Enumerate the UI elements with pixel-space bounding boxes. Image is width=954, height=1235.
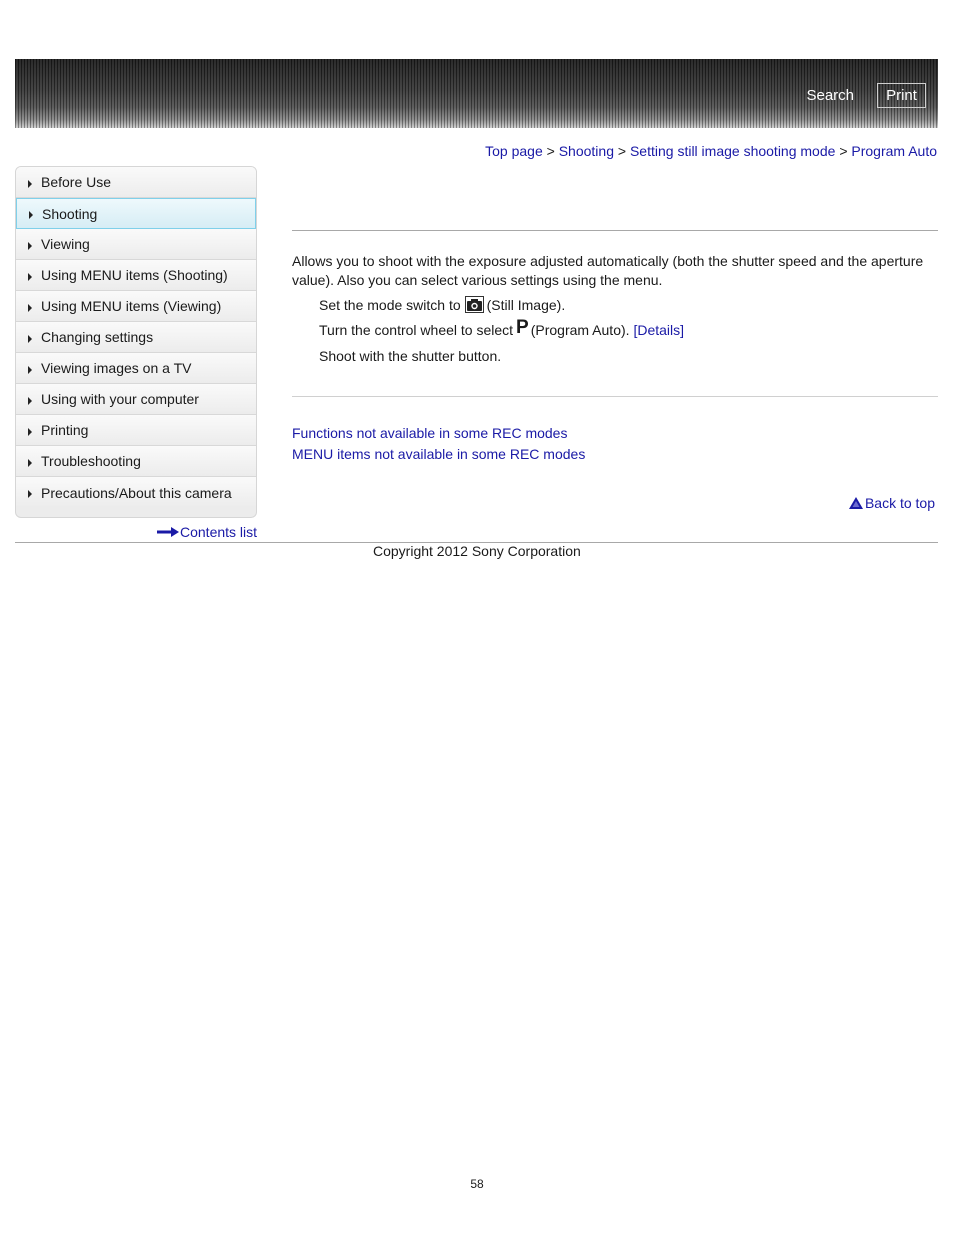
sidebar-item-label: Changing settings xyxy=(41,329,154,345)
sidebar-item-before-use[interactable] xyxy=(16,167,256,198)
caret-right-icon xyxy=(28,304,32,312)
program-auto-icon: P xyxy=(516,317,529,338)
related-link-functions[interactable]: Functions not available in some REC modes xyxy=(292,425,568,441)
sidebar-item-viewing[interactable] xyxy=(16,229,256,260)
sidebar-item-precautions[interactable] xyxy=(16,477,256,508)
caret-right-icon xyxy=(28,242,32,250)
step-1-text: Set the mode switch to xyxy=(319,296,461,313)
sidebar-item-label: Using MENU items (Viewing) xyxy=(41,298,222,314)
caret-right-icon xyxy=(28,459,32,467)
breadcrumb-shooting[interactable]: Shooting xyxy=(558,143,614,159)
sidebar-item-label: Viewing xyxy=(41,236,90,252)
sidebar-item-troubleshooting[interactable] xyxy=(16,446,256,477)
related-link-menu-items[interactable]: MENU items not available in some REC modes xyxy=(292,446,586,462)
sidebar-item-label: Before Use xyxy=(41,174,112,190)
breadcrumb-top-page[interactable]: Top page xyxy=(485,143,543,159)
details-link[interactable]: [Details] xyxy=(633,322,685,338)
step-2-text-after: (Program Auto). xyxy=(530,322,630,338)
contents-list-link[interactable] xyxy=(157,524,257,540)
camera-icon xyxy=(465,296,484,313)
caret-right-icon xyxy=(28,397,32,405)
page-number: 58 xyxy=(470,1177,484,1191)
sidebar-item-printing[interactable] xyxy=(16,415,256,446)
header-bar xyxy=(15,59,938,128)
sidebar-item-label: Precautions/About this camera xyxy=(41,484,232,501)
sidebar-item-label: Printing xyxy=(41,422,89,438)
sidebar-item-menu-shooting[interactable] xyxy=(16,260,256,291)
breadcrumb-program-auto[interactable]: Program Auto xyxy=(851,143,937,159)
search-link[interactable]: Search xyxy=(806,87,854,104)
back-to-top-link[interactable] xyxy=(849,495,935,511)
step-1-text-after: (Still Image). xyxy=(486,296,566,313)
step-2 xyxy=(319,317,685,338)
copyright-text: Copyright 2012 Sony Corporation xyxy=(373,543,581,559)
caret-right-icon xyxy=(28,273,32,281)
triangle-up-icon xyxy=(849,497,863,509)
arrow-right-icon xyxy=(157,527,179,537)
caret-right-icon xyxy=(28,180,32,188)
step-3 xyxy=(319,348,501,364)
breadcrumb xyxy=(485,143,937,159)
sidebar-item-shooting[interactable] xyxy=(16,198,256,229)
caret-right-icon xyxy=(28,490,32,498)
print-button[interactable]: Print xyxy=(877,83,926,108)
sidebar-item-label: Using MENU items (Shooting) xyxy=(41,267,228,283)
breadcrumb-still-image-mode[interactable]: Setting still image shooting mode xyxy=(629,143,836,159)
breadcrumb-separator: > xyxy=(617,143,627,159)
breadcrumb-separator: > xyxy=(839,143,848,159)
sidebar-item-label: Using with your computer xyxy=(41,391,199,407)
caret-right-icon xyxy=(28,428,32,436)
sidebar-item-viewing-on-tv[interactable] xyxy=(16,353,256,384)
sidebar-nav xyxy=(15,166,257,518)
step-1 xyxy=(319,296,565,313)
sidebar-item-label: Troubleshooting xyxy=(41,453,141,469)
back-to-top-label: Back to top xyxy=(864,495,935,511)
step-2-text: Turn the control wheel to select xyxy=(319,322,514,338)
intro-text: Allows you to shoot with the exposure adjusted automatically (both the shutter speed and the aperture value). Also you can select various settings using the menu. xyxy=(292,253,924,288)
sidebar-item-label: Viewing images on a TV xyxy=(41,360,192,376)
caret-right-icon xyxy=(29,211,33,219)
step-3-text: Shoot with the shutter button. xyxy=(319,348,502,364)
sidebar-item-computer[interactable] xyxy=(16,384,256,415)
sidebar-item-menu-viewing[interactable] xyxy=(16,291,256,322)
section-divider xyxy=(292,396,938,397)
caret-right-icon xyxy=(28,366,32,374)
caret-right-icon xyxy=(28,335,32,343)
title-divider xyxy=(292,230,938,231)
contents-list-label: Contents list xyxy=(180,524,258,540)
sidebar-item-changing-settings[interactable] xyxy=(16,322,256,353)
breadcrumb-separator: > xyxy=(546,143,555,159)
sidebar-item-label: Shooting xyxy=(42,205,98,222)
